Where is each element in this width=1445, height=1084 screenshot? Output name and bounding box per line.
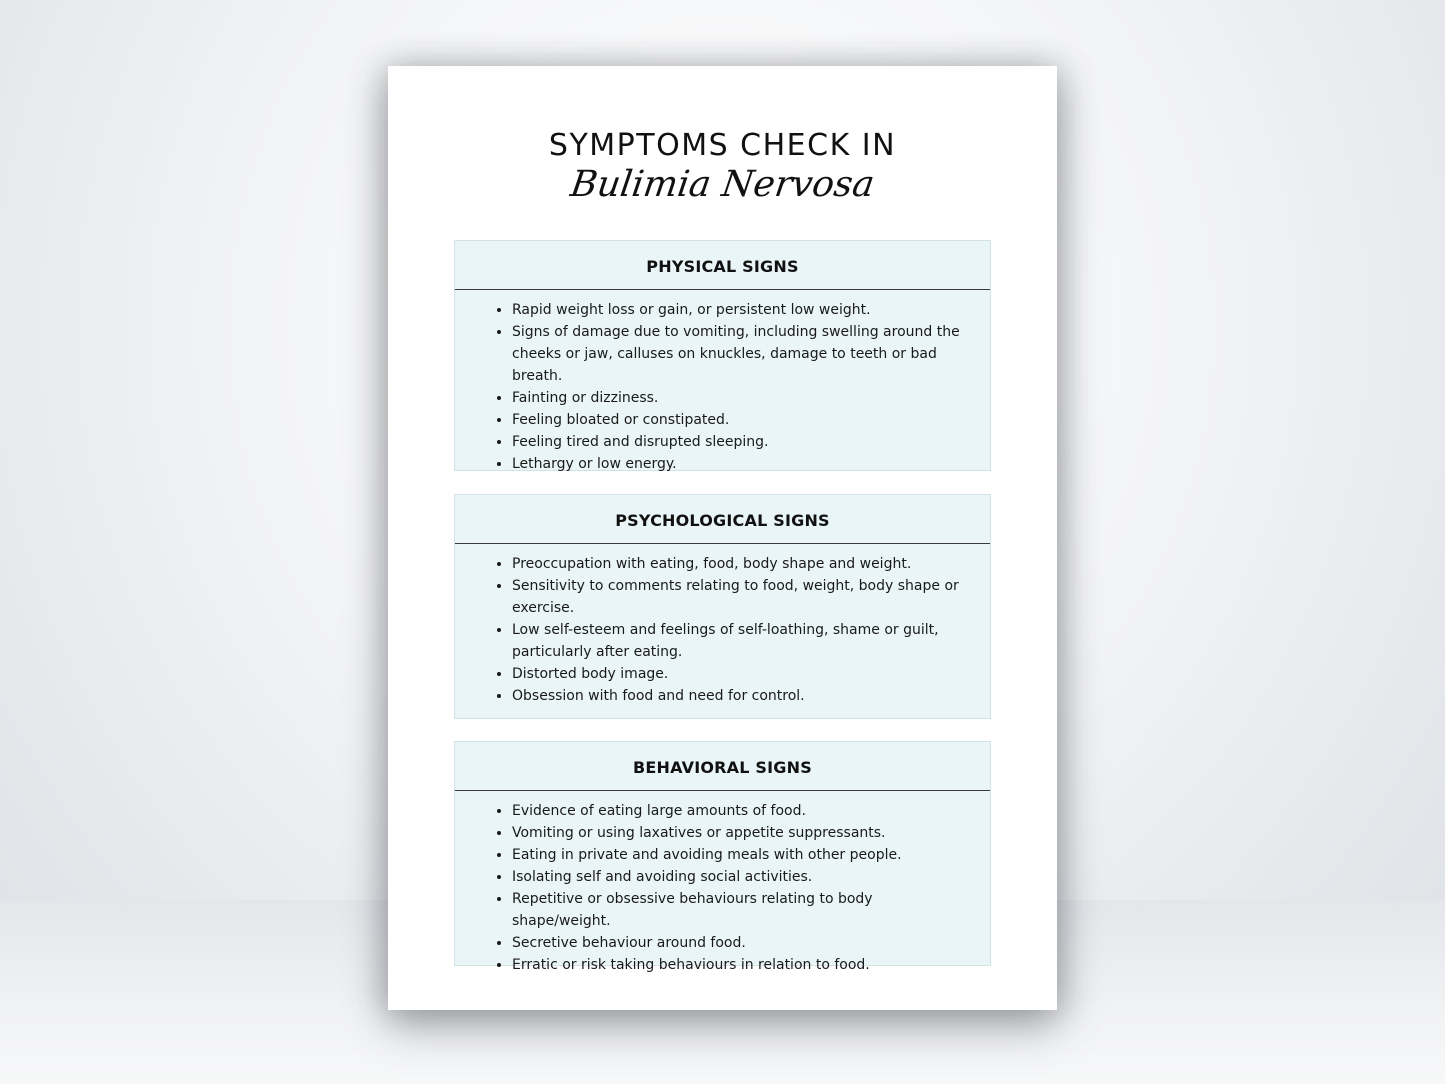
list-item: • Fainting or dizziness. — [512, 387, 970, 409]
list-item: • Obsession with food and need for control. — [512, 685, 970, 707]
list-item: • Lethargy or low energy. — [512, 453, 970, 475]
list-item: • Secretive behaviour around food. — [512, 932, 970, 954]
document-page — [388, 66, 1057, 1010]
list-item: • Vomiting or using laxatives or appetite suppressants. — [512, 822, 970, 844]
physical-signs-section — [454, 240, 991, 471]
list-item: • Erratic or risk taking behaviours in relation to food. — [512, 954, 970, 976]
psychological-signs-section — [454, 494, 991, 719]
list-item: • Low self-esteem and feelings of self-loathing, shame or guilt, particularly after eating. — [512, 619, 970, 663]
list-item: • Feeling bloated or constipated. — [512, 409, 970, 431]
section-heading-physical: PHYSICAL SIGNS — [455, 241, 990, 290]
list-item: • Rapid weight loss or gain, or persistent low weight. — [512, 299, 970, 321]
physical-signs-list — [455, 290, 990, 475]
section-heading-psychological: PSYCHOLOGICAL SIGNS — [455, 495, 990, 544]
list-item: • Isolating self and avoiding social activities. — [512, 866, 970, 888]
page-subtitle: Bulimia Nervosa — [568, 164, 877, 205]
psychological-signs-list — [455, 544, 990, 707]
list-item: • Distorted body image. — [512, 663, 970, 685]
list-item: • Feeling tired and disrupted sleeping. — [512, 431, 970, 453]
list-item: • Sensitivity to comments relating to food, weight, body shape or exercise. — [512, 575, 970, 619]
page-title: SYMPTOMS CHECK IN — [548, 128, 897, 163]
list-item: • Signs of damage due to vomiting, including swelling around the cheeks or jaw, calluses on knuckles, damage to teeth or bad breath. — [512, 321, 970, 387]
list-item: • Repetitive or obsessive behaviours relating to body shape/weight. — [512, 888, 970, 932]
list-item: • Preoccupation with eating, food, body shape and weight. — [512, 553, 970, 575]
behavioral-signs-section — [454, 741, 991, 973]
list-item: • Eating in private and avoiding meals with other people. — [512, 844, 970, 866]
list-item: • Evidence of eating large amounts of food. — [512, 800, 970, 822]
behavioral-signs-list — [455, 791, 990, 976]
section-heading-behavioral: BEHAVIORAL SIGNS — [455, 742, 990, 791]
